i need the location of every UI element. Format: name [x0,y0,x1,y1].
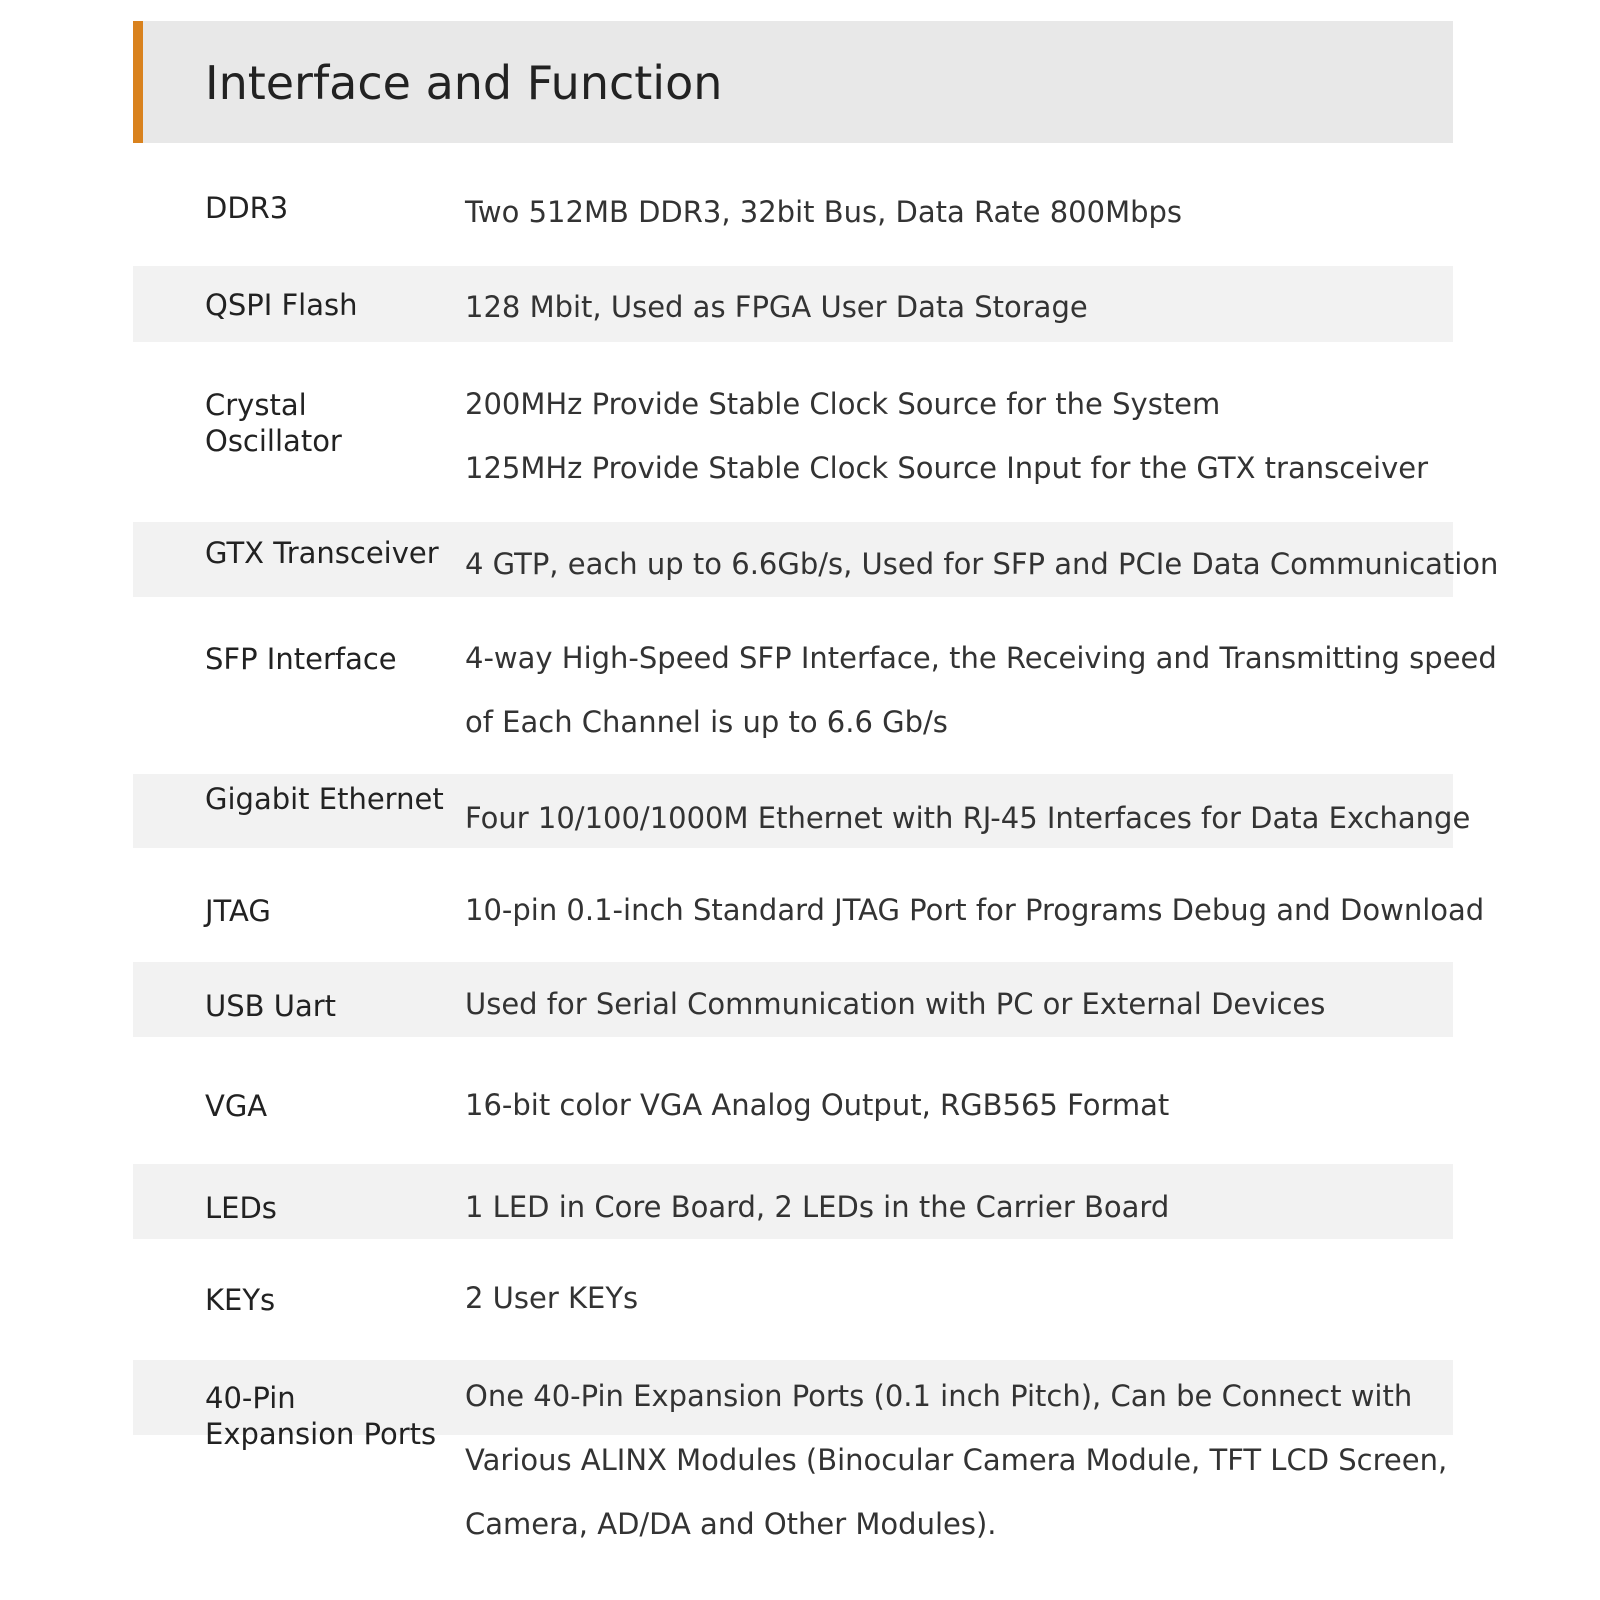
spec-label: USB Uart [205,989,337,1023]
spec-description [465,786,1471,850]
spec-description-line: Used for Serial Communication with PC or External Devices [465,987,1326,1021]
spec-description [465,1073,1455,1137]
spec-description-line: 4 GTP, each up to 6.6Gb/s, Used for SFP and PCIe Data Communication [465,547,1499,581]
spec-label: Crystal Oscillator [205,388,342,458]
spec-label: DDR3 [205,191,289,225]
page-title: Interface and Function [205,56,723,110]
spec-label: Gigabit Ethernet [205,782,444,816]
spec-description-line: One 40-Pin Expansion Ports (0.1 inch Pitch), Can be Connect with [465,1379,1413,1413]
spec-description [465,372,1455,500]
spec-description-line: Various ALINX Modules (Binocular Camera Module, TFT LCD Screen, [465,1443,1448,1477]
spec-description-line: 2 User KEYs [465,1281,639,1315]
spec-label: JTAG [205,894,271,928]
spec-description-line: 125MHz Provide Stable Clock Source Input for the GTX transceiver [465,451,1428,485]
spec-description-line: 1 LED in Core Board, 2 LEDs in the Carrier Board [465,1190,1170,1224]
spec-description-line: of Each Channel is up to 6.6 Gb/s [465,705,948,739]
spec-description [465,275,1455,339]
spec-description [465,878,1485,942]
spec-description-line: 4-way High-Speed SFP Interface, the Receiving and Transmitting speed [465,641,1497,675]
spec-description-line: Two 512MB DDR3, 32bit Bus, Data Rate 800Mbps [465,195,1183,229]
spec-label: QSPI Flash [205,288,358,322]
spec-description [465,180,1455,244]
spec-description [465,626,1497,754]
spec-description [465,1364,1455,1556]
spec-description-line: 10-pin 0.1-inch Standard JTAG Port for Programs Debug and Download [465,893,1485,927]
spec-label: VGA [205,1089,268,1123]
spec-description [465,532,1499,596]
spec-label: 40-Pin Expansion Ports [205,1381,437,1451]
spec-label: LEDs [205,1191,277,1225]
spec-description [465,1266,1455,1330]
spec-description-line: 128 Mbit, Used as FPGA User Data Storage [465,290,1088,324]
spec-description-line: 200MHz Provide Stable Clock Source for the System [465,387,1221,421]
spec-label: GTX Transceiver [205,536,439,570]
spec-label: SFP Interface [205,642,397,676]
spec-label: KEYs [205,1283,276,1317]
spec-description-line: Camera, AD/DA and Other Modules). [465,1507,997,1541]
spec-description-line: 16-bit color VGA Analog Output, RGB565 Format [465,1088,1170,1122]
spec-description [465,1175,1455,1239]
spec-description [465,972,1455,1036]
spec-description-line: Four 10/100/1000M Ethernet with RJ-45 Interfaces for Data Exchange [465,801,1471,835]
